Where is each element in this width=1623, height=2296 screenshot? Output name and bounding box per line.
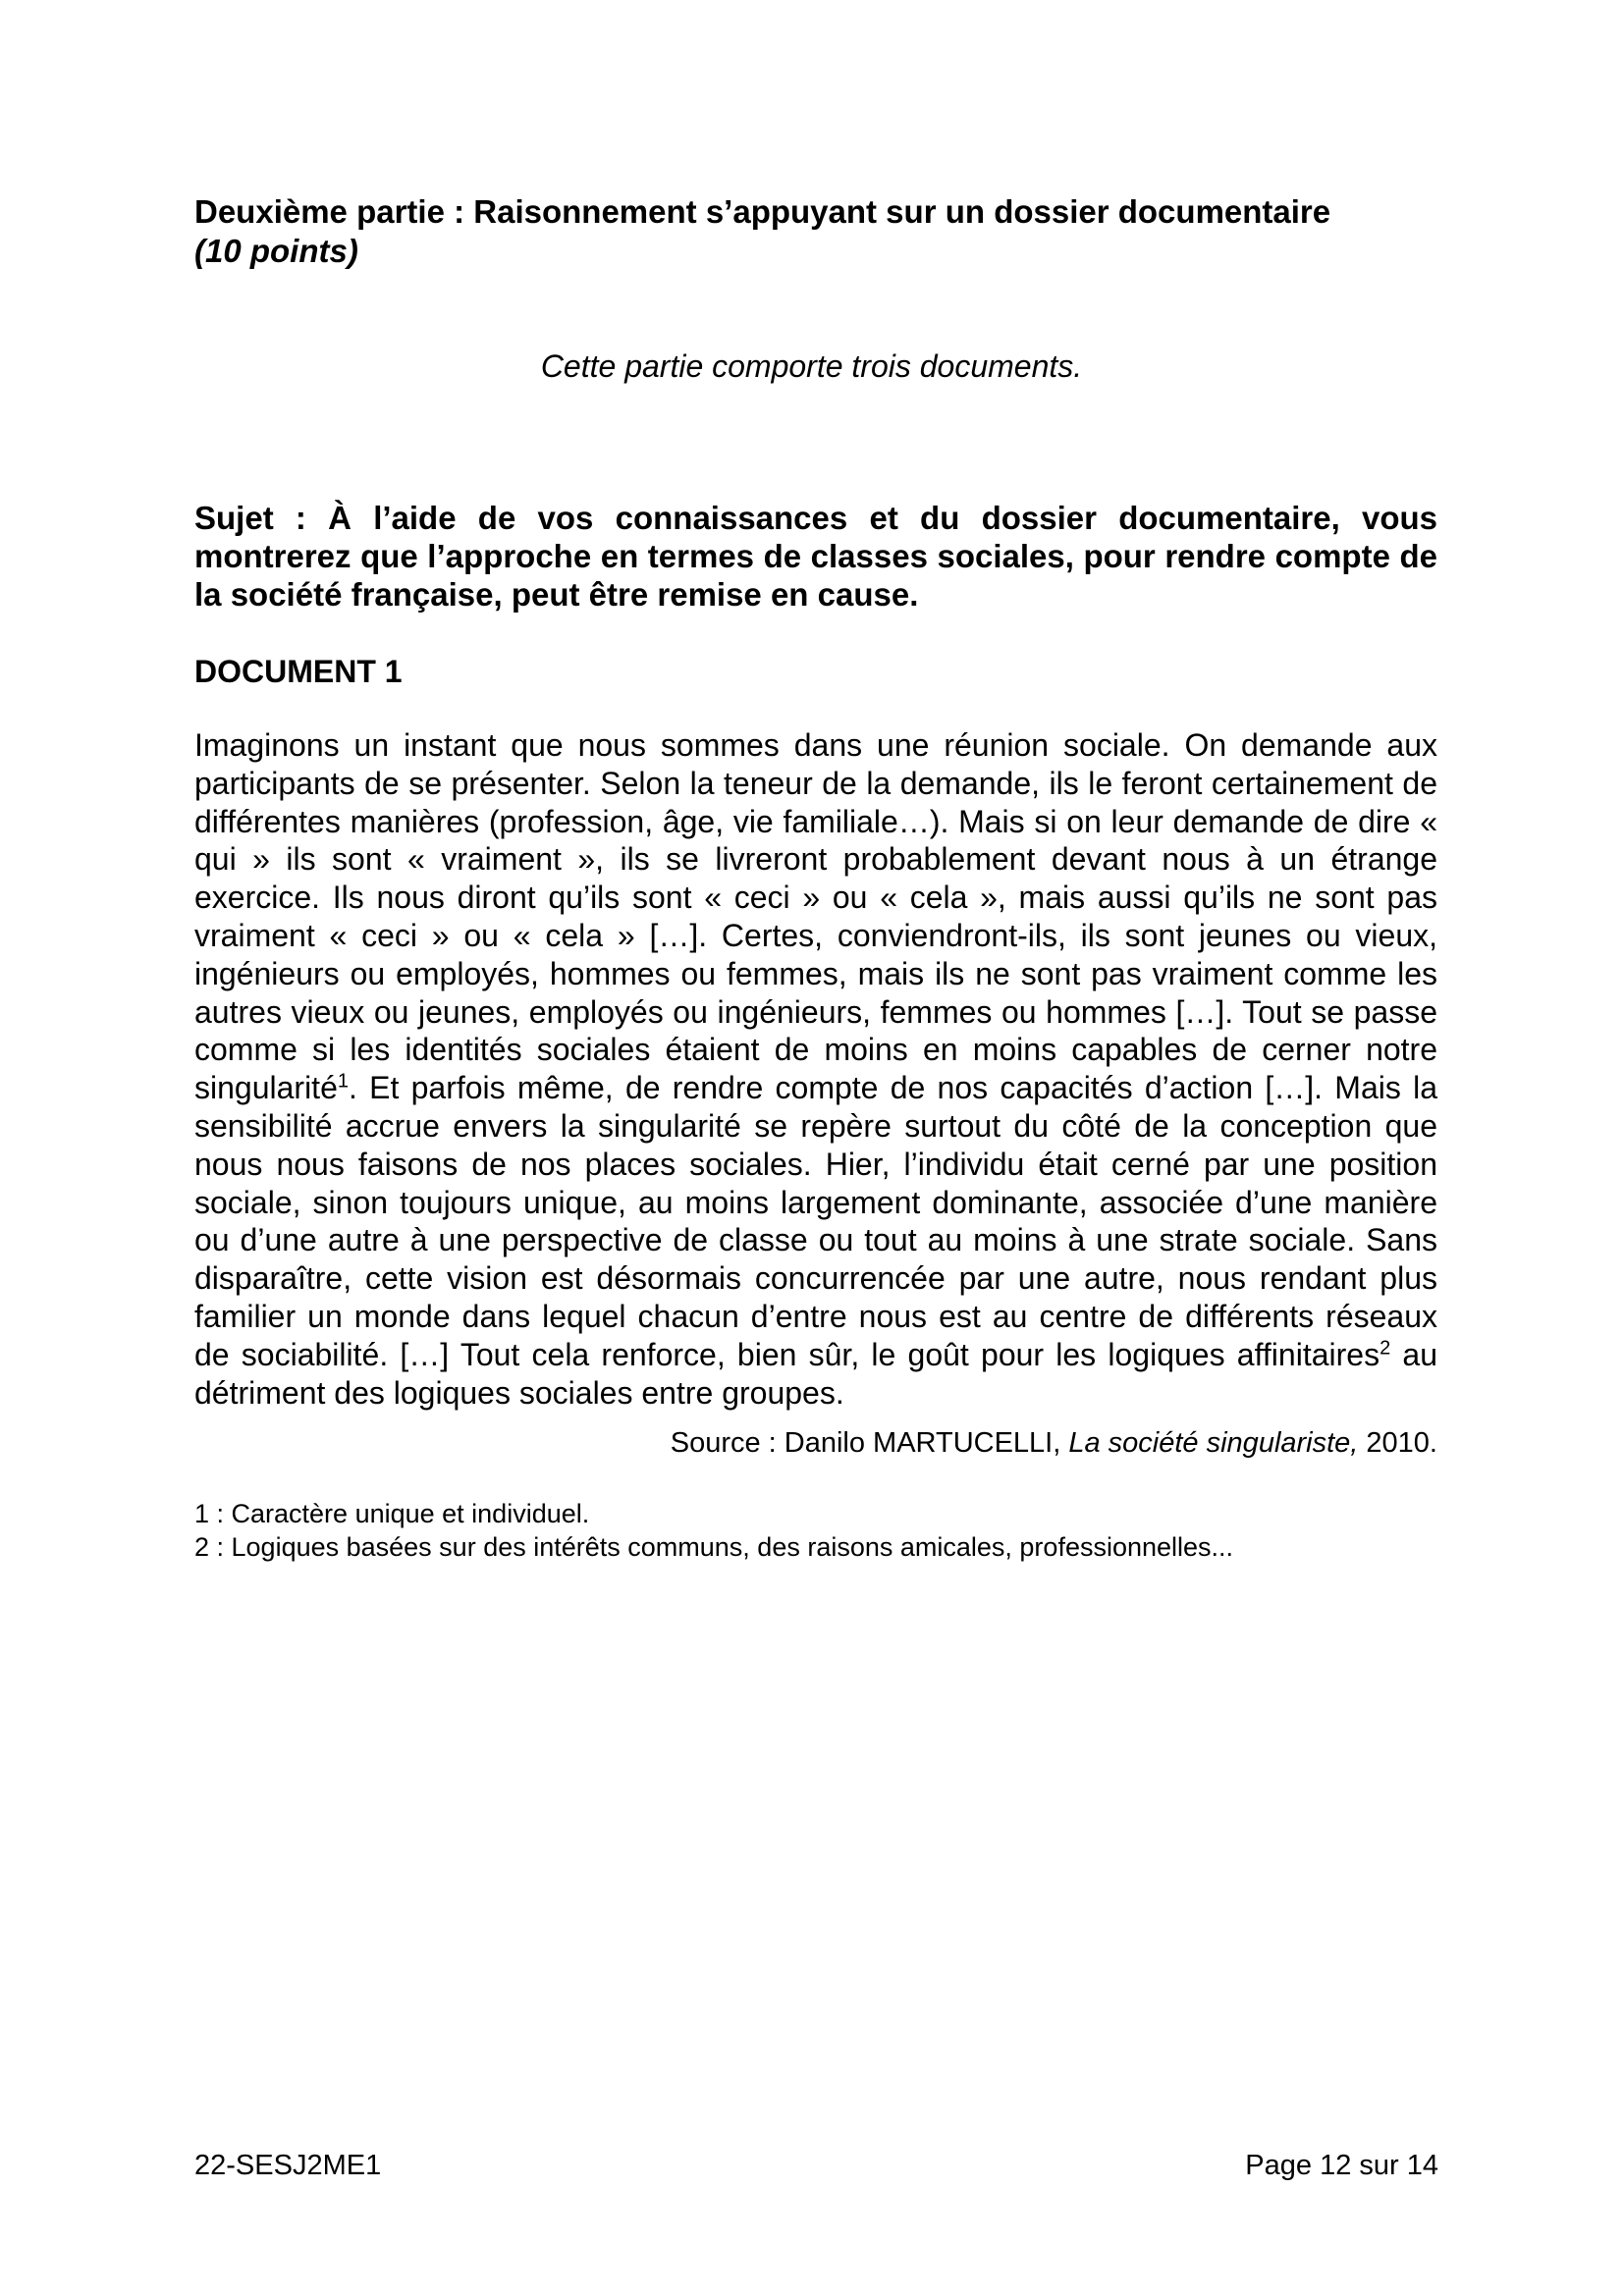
document-body — [194, 726, 1437, 1412]
footer-page-number: Page 12 sur 14 — [1245, 2150, 1438, 2181]
document-heading: DOCUMENT 1 — [194, 654, 403, 689]
source-year: 2010. — [1358, 1427, 1437, 1459]
footnote-1: 1 : Caractère unique et individuel. — [194, 1499, 590, 1528]
footnotes — [194, 1497, 1437, 1564]
section-title-text: Deuxième partie : Raisonnement s’appuyant sur un dossier documentaire — [194, 193, 1331, 230]
section-title — [194, 192, 1441, 271]
source-title: La société singulariste, — [1068, 1427, 1359, 1459]
document-text-part3: au détriment des logiques sociales entre groupes. — [194, 1336, 1438, 1411]
source-prefix: Source : Danilo MARTUCELLI, — [670, 1427, 1069, 1459]
section-points: (10 points) — [194, 233, 358, 269]
document-text-part2: . Et parfois même, de rendre compte de nos capacités d’action […]. Mais la sensibilité accrue envers la singularité se repère surtout du côté de la conception que nous nous faisons de nos places sociales. Hier, l’individu était cerné par une position sociale, sinon toujours unique, au moins largement dominante, associée d’une manière ou d’une autre à une perspective de classe ou tout au moins à une strate sociale. Sans disparaître, cette vision est désormais concurrencée par une autre, nous rendant plus familier un monde dans lequel chacun d’entre nous est au centre de différents réseaux de sociabilité. […] Tout cela renforce, bien sûr, le goût pour les logiques affinitaires — [194, 1070, 1437, 1372]
document-source — [671, 1425, 1437, 1461]
intro-text: Cette partie comporte trois documents. — [540, 348, 1083, 384]
subject-label: Sujet : — [194, 500, 306, 536]
footnote-2: 2 : Logiques basées sur des intérêts communs, des raisons amicales, professionnelles... — [194, 1532, 1234, 1562]
document-text-part1: Imaginons un instant que nous sommes dans une réunion sociale. On demande aux participants de se présenter. Selon la teneur de la demande, ils le feront certainement de différentes manières (profession, âge, vie familiale…). Mais si on leur demande de dire « qui » ils sont « vraiment », ils se livreront probablement devant nous à un étrange exercice. Ils nous diront qu’ils sont « ceci » ou « cela », mais aussi qu’ils ne sont pas vraiment « ceci » ou « cela » […]. Certes, conviendront-ils, ils sont jeunes ou vieux, ingénieurs ou employés, hommes ou femmes, mais ils ne sont pas vraiment comme les autres vieux ou jeunes, employés ou ingénieurs, femmes ou hommes […]. Tout se passe comme si les identités sociales étaient de moins en moins capables de cerner notre singularité — [194, 727, 1437, 1106]
subject-statement — [194, 499, 1437, 614]
footnote-ref-2: 2 — [1380, 1337, 1391, 1360]
footnote-ref-1: 1 — [337, 1070, 349, 1093]
footer-exam-code: 22-SESJ2ME1 — [194, 2150, 382, 2181]
subject-text: À l’aide de vos connaissances et du dossier documentaire, vous montrerez que l’approche en termes de classes sociales, pour rendre compte de la société française, peut être remise en cause. — [194, 500, 1437, 613]
